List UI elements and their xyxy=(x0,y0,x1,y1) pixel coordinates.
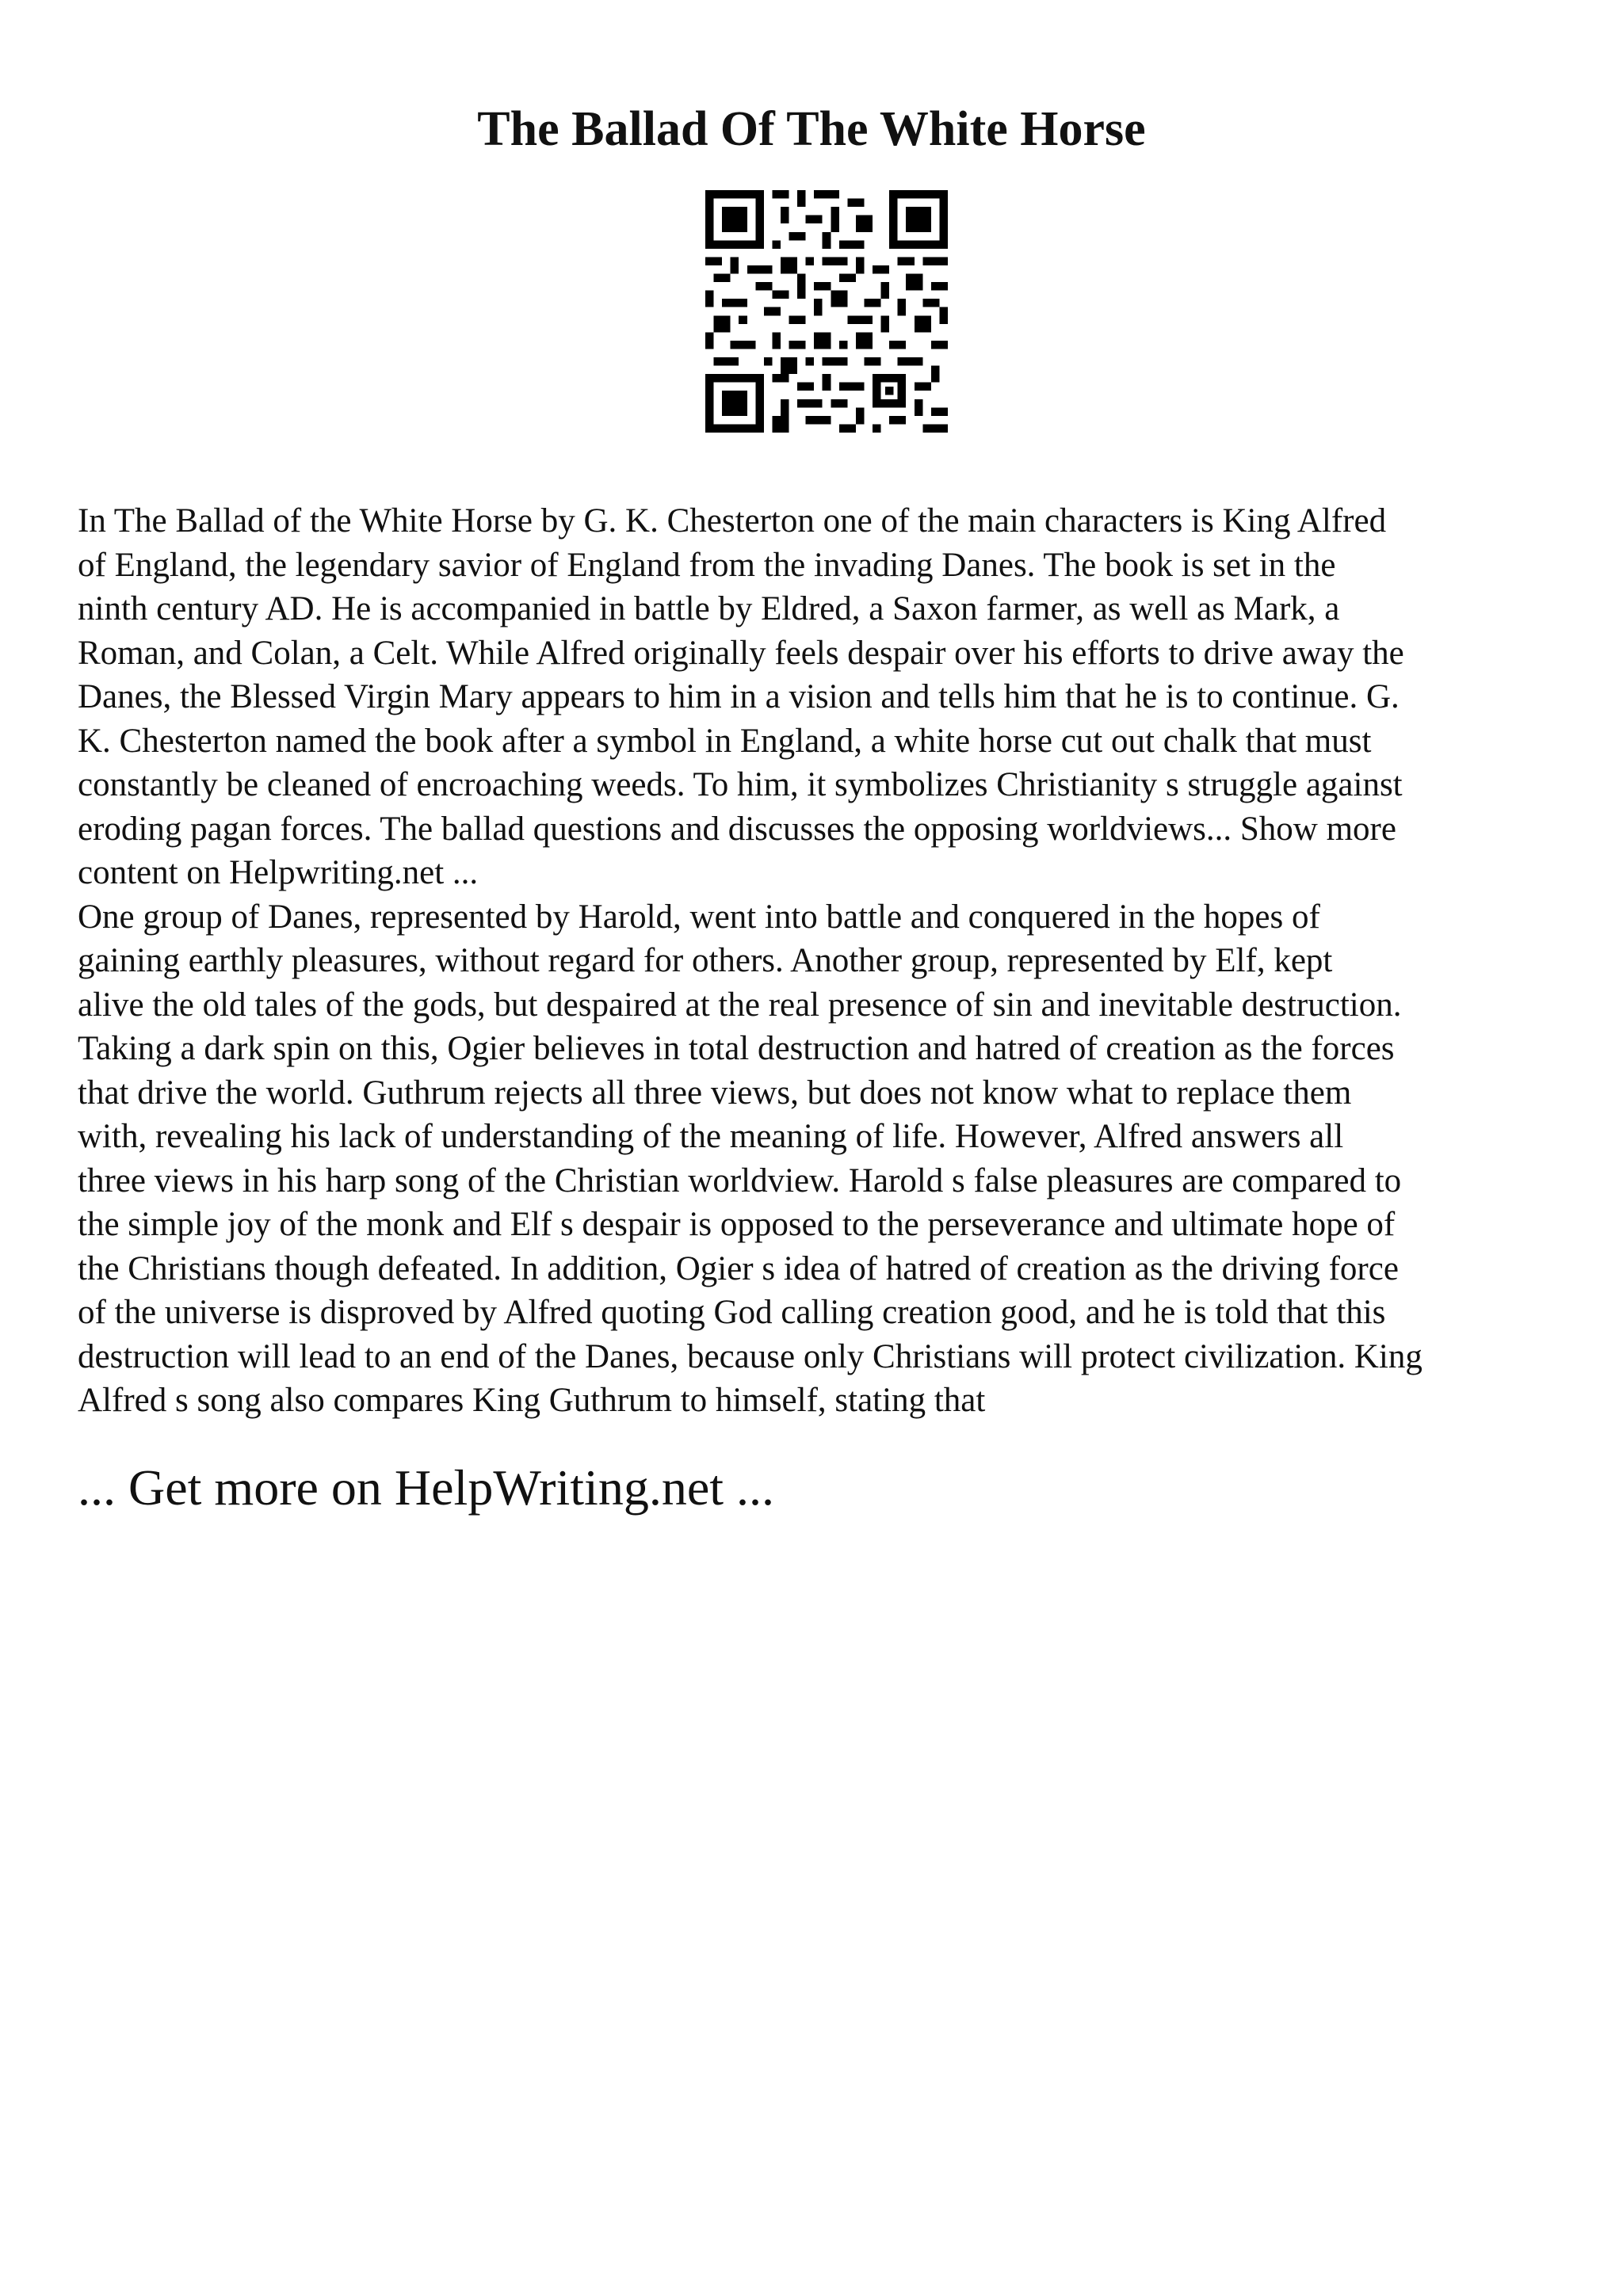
document-title: The Ballad Of The White Horse xyxy=(477,102,1146,156)
article-body xyxy=(78,499,1552,1423)
qr-code-icon xyxy=(705,190,948,433)
article-paragraph-2: One group of Danes, represented by Harold, went into battle and conquered in the hopes of gaining earthly pleasures, without regard for others. Another group, represented by Elf, kept alive the old tales of the gods, but despaired at the real presence of sin and inevitable destruction. Taking a dark spin on this, Ogier believes in total destruction and hatred of creation as the forces that drive the world. Guthrum rejects all three views, but does not know what to replace them with, revealing his lack of understanding of the meaning of life. However, Alfred answers all three views in his harp song of the Christian worldview. Harold s false pleasures are compared to the simple joy of the monk and Elf s despair is opposed to the perseverance and ultimate hope of the Christians though defeated. In addition, Ogier s idea of hatred of creation as the driving force of the universe is disproved by Alfred quoting God calling creation good, and he is told that this destruction will lead to an end of the Danes, because only Christians will protect civilization. King Alfred s song also compares King Guthrum to himself, stating that xyxy=(78,898,1423,1419)
article-paragraph-1: In The Ballad of the White Horse by G. K. Chesterton one of the main characters is King Alfred of England, the legendary savior of England from the invading Danes. The book is set in the ninth century AD. He is accompanied in battle by Eldred, a Saxon farmer, as well as Mark, a Roman, and Colan, a Celt. While Alfred originally feels despair over his efforts to drive away the Danes, the Blessed Virgin Mary appears to him in a vision and tells him that he is to continue. G. K. Chesterton named the book after a symbol in England, a white horse cut out chalk that must constantly be cleaned of encroaching weeds. To him, it symbolizes Christianity s struggle against eroding pagan forces. The ballad questions and discusses the opposing worldviews... Show more content on Helpwriting.net ... xyxy=(78,502,1404,891)
get-more-link[interactable]: ... Get more on HelpWriting.net ... xyxy=(78,1459,774,1516)
